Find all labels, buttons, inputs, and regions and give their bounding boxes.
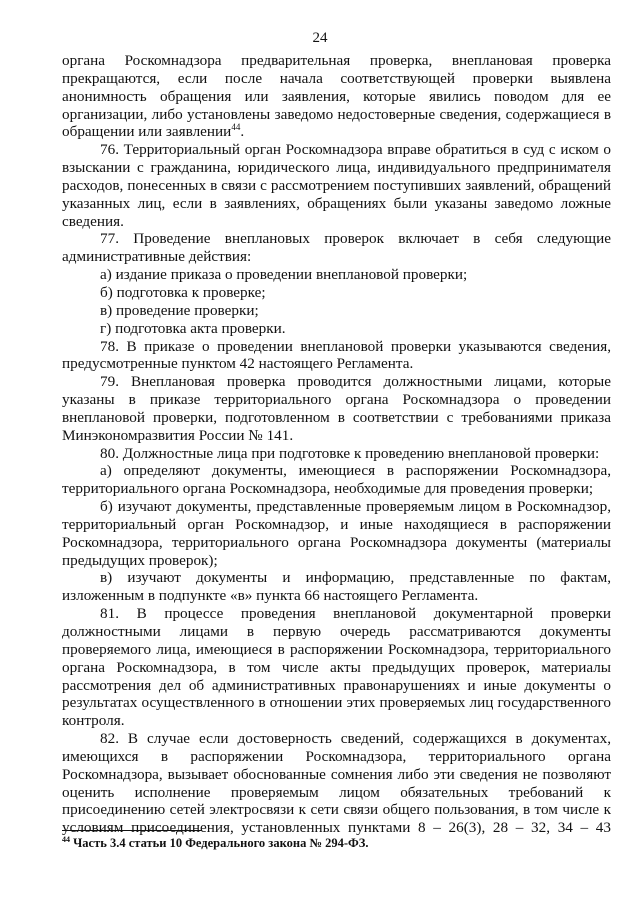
footnote-divider xyxy=(62,830,202,831)
paragraph-81: 81. В процессе проведения внеплановой документарной проверки должностными лицами в первую очередь рассматриваются документы проверяемого лица, имеющиеся в распоряжении Роскомнадзора, территориального органа Роскомнадзора, в том числе акты предыдущих проверок, материалы рассмотрения дел об административных правонарушениях и иные документы о результатах осуществленного в отношении этих проверяемых лиц государственного контроля. xyxy=(62,605,611,730)
list-item-77a: а) издание приказа о проведении внеплановой проверки; xyxy=(100,266,468,284)
footnote xyxy=(62,836,611,851)
paragraph-80: 80. Должностные лица при подготовке к проведению внеплановой проверки: xyxy=(100,444,600,462)
paragraph-continuation: органа Роскомнадзора предварительная проверка, внеплановая проверка прекращаются, если после начала соответствующей проверки выявлена анонимность обращения или заявления, которые явились поводом для ее организации, либо установлены заведомо недостоверные сведения, содержащиеся в обращении или заявлении$^{44}$. xyxy=(62,52,611,141)
list-item-80c: в) изучают документы и информацию, представленные по фактам, изложенным в подпункте «в» пункта 66 настоящего Регламента. xyxy=(62,569,611,605)
list-item-77c: в) проведение проверки; xyxy=(100,301,259,319)
list-item-80b: б) изучают документы, представленные проверяемым лицом в Роскомнадзор, территориальный орган Роскомнадзор, и иные находящиеся в распоряжении Роскомнадзора, территориального органа Роскомнадзора документы (материалы предыдущих проверок); xyxy=(62,498,611,569)
list-item-77b: б) подготовка к проверке; xyxy=(100,283,266,301)
page-number: 24 xyxy=(312,30,328,46)
paragraph-79: 79. Внеплановая проверка проводится должностными лицами, которые указаны в приказе территориального органа Роскомнадзора о проведении внеплановой проверки, подготовленном в соответствии с требованиями приказа Минэкономразвития России № 141. xyxy=(62,373,611,444)
paragraph-76: 76. Территориальный орган Роскомнадзора вправе обратиться в суд с иском о взыскании с гражданина, юридического лица, индивидуального предпринимателя расходов, понесенных в связи с рассмотрением поступивших заявлений, обращений указанных лиц, если в заявлениях, обращениях были указаны заведомо ложные сведения. xyxy=(62,141,611,230)
paragraph-82: 82. В случае если достоверность сведений, содержащихся в документах, имеющихся в распоряжении Роскомнадзора, территориального органа Роскомнадзора, вызывает обоснованные сомнения либо эти сведения не позволяют оценить исполнение проверяемым лицом обязательных требований к присоединению сетей электросвязи к сети связи общего пользования, в том числе к условиям присоединения, установленных пунктами 8 – 26(3), 28 – 32, 34 – 43 xyxy=(62,730,611,837)
list-item-77d: г) подготовка акта проверки. xyxy=(100,319,286,337)
footnote-text: Часть 3.4 статьи 10 Федерального закона № 294-ФЗ. xyxy=(70,836,369,850)
footnote-reference[interactable]: 44 xyxy=(231,122,241,133)
document-body xyxy=(62,52,611,837)
list-item-80a: а) определяют документы, имеющиеся в распоряжении Роскомнадзора, территориального органа Роскомнадзора, необходимые для проведения проверки; xyxy=(62,462,611,498)
paragraph-text: органа Роскомнадзора предварительная проверка, внеплановая проверка прекращаются, если после начала соответствующей проверки выявлена анонимность обращения или заявления, которые явились поводом для ее организации, либо установлены заведомо недостоверные сведения, содержащиеся в обращении или заявлении xyxy=(62,52,611,141)
paragraph-78: 78. В приказе о проведении внеплановой проверки указываются сведения, предусмотренные пунктом 42 настоящего Регламента. xyxy=(62,337,611,373)
paragraph-77: 77. Проведение внеплановых проверок включает в себя следующие административные действия: xyxy=(62,230,611,266)
footnote-number: 44 xyxy=(62,834,70,844)
